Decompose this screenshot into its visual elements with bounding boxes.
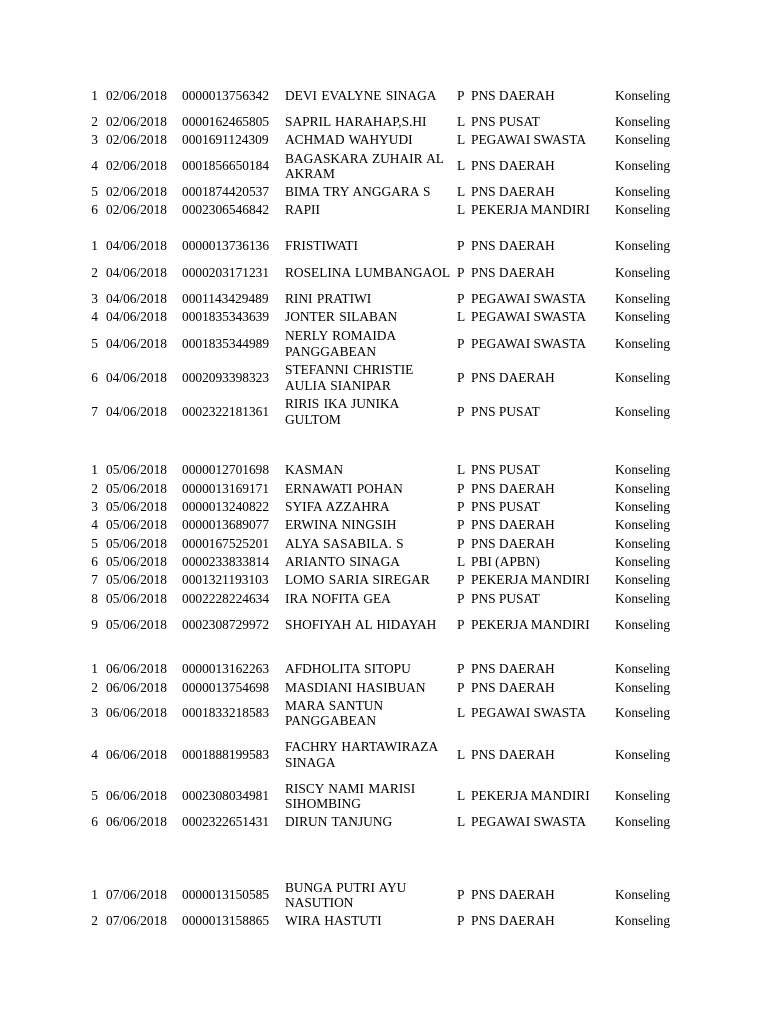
patient-sex: P [457,517,465,533]
visit-date: 04/06/2018 [106,369,168,385]
patient-name: ERNAWATI POHAN [285,480,403,496]
visit-date: 07/06/2018 [106,887,168,903]
service-type: Konseling [615,616,671,632]
table-row [0,553,768,570]
service-type: Konseling [615,517,671,533]
row-number: 1 [91,887,98,903]
member-category: PEKERJA MANDIRI [471,788,590,804]
service-type: Konseling [615,403,671,419]
service-type: Konseling [615,553,671,569]
member-category: PEKERJA MANDIRI [471,616,590,632]
visit-date: 02/06/2018 [106,88,168,104]
service-type: Konseling [615,661,671,677]
service-type: Konseling [615,913,671,929]
patient-name: ROSELINA LUMBANGAOL [285,264,451,280]
visit-date: 06/06/2018 [106,705,168,721]
patient-sex: L [457,462,466,478]
table-row [0,535,768,552]
patient-sex: L [457,813,466,829]
visit-date: 05/06/2018 [106,462,168,478]
member-id: 0000013240822 [182,498,270,514]
patient-name: RIRIS IKA JUNIKA GULTOM [285,396,399,427]
patient-name: SYIFA AZZAHRA [285,498,390,514]
service-type: Konseling [615,158,671,174]
patient-sex: P [457,616,465,632]
table-row [0,679,768,696]
member-id: 0001833218583 [182,705,270,721]
patient-name: ERWINA NINGSIH [285,517,397,533]
patient-sex: L [457,788,466,804]
member-category: PNS DAERAH [471,158,555,174]
row-number: 3 [91,498,98,514]
patient-name: RISCY NAMI MARISI SIHOMBING [285,780,416,811]
member-category: PNS DAERAH [471,183,555,199]
member-category: PNS DAERAH [471,679,555,695]
service-type: Konseling [615,679,671,695]
row-number: 4 [91,309,98,325]
member-category: PNS PUSAT [471,113,540,129]
row-number: 1 [91,88,98,104]
member-id: 0000162465805 [182,113,270,129]
member-id: 0002308034981 [182,788,270,804]
service-type: Konseling [615,238,671,254]
patient-name: LOMO SARIA SIREGAR [285,572,430,588]
row-number: 5 [91,788,98,804]
visit-date: 02/06/2018 [106,183,168,199]
patient-name: KASMAN [285,462,344,478]
table-row [0,813,768,830]
patient-sex: L [457,132,466,148]
service-type: Konseling [615,290,671,306]
row-number: 3 [91,705,98,721]
member-category: PNS PUSAT [471,462,540,478]
row-number: 2 [91,480,98,496]
member-category: PEGAWAI SWASTA [471,290,587,306]
row-number: 4 [91,746,98,762]
member-category: PEGAWAI SWASTA [471,132,587,148]
row-number: 6 [91,202,98,218]
patient-name: NERLY ROMAIDA PANGGABEAN [285,328,396,359]
visit-date: 05/06/2018 [106,480,168,496]
member-id: 0002308729972 [182,616,270,632]
patient-sex: L [457,183,466,199]
member-category: PNS DAERAH [471,517,555,533]
patient-name: ACHMAD WAHYUDI [285,132,413,148]
service-type: Konseling [615,887,671,903]
service-type: Konseling [615,813,671,829]
row-number: 5 [91,335,98,351]
patient-sex: P [457,661,465,677]
member-id: 0002322181361 [182,403,270,419]
service-type: Konseling [615,309,671,325]
patient-sex: L [457,553,466,569]
member-id: 0000012701698 [182,462,270,478]
member-category: PNS DAERAH [471,480,555,496]
patient-name: MARA SANTUN PANGGABEAN [285,697,384,728]
table-row [0,498,768,515]
visit-date: 04/06/2018 [106,290,168,306]
member-category: PNS DAERAH [471,887,555,903]
patient-name: BUNGA PUTRI AYU NASUTION [285,879,407,910]
row-number: 1 [91,462,98,478]
visit-date: 06/06/2018 [106,813,168,829]
patient-name: ALYA SASABILA. S [285,535,404,551]
table-row [0,571,768,589]
row-number: 9 [91,616,98,632]
row-number: 3 [91,290,98,306]
patient-sex: P [457,480,465,496]
table-row [0,608,768,641]
patient-sex: P [457,290,465,306]
table-row [0,480,768,497]
visit-date: 02/06/2018 [106,132,168,148]
visit-date: 05/06/2018 [106,498,168,514]
visit-date: 04/06/2018 [106,309,168,325]
row-number: 3 [91,132,98,148]
patient-sex: P [457,264,465,280]
member-id: 0000013736136 [182,238,270,254]
member-category: PNS DAERAH [471,535,555,551]
patient-sex: P [457,335,465,351]
visit-date: 05/06/2018 [106,572,168,588]
patient-sex: P [457,679,465,695]
table-row [0,256,768,289]
member-id: 0002322651431 [182,813,270,829]
visit-date: 06/06/2018 [106,679,168,695]
patient-name: WIRA HASTUTI [285,913,382,929]
service-type: Konseling [615,132,671,148]
table-row [0,780,768,812]
visit-date: 04/06/2018 [106,335,168,351]
table-row [0,290,768,307]
member-id: 0002306546842 [182,202,270,218]
member-category: PEKERJA MANDIRI [471,202,590,218]
service-type: Konseling [615,705,671,721]
member-category: PEGAWAI SWASTA [471,335,587,351]
service-type: Konseling [615,264,671,280]
row-number: 5 [91,183,98,199]
member-id: 0001691124309 [182,132,269,148]
member-id: 0001856650184 [182,158,270,174]
row-number: 8 [91,590,98,606]
row-number: 6 [91,813,98,829]
patient-sex: L [457,113,466,129]
visit-date: 02/06/2018 [106,158,168,174]
visit-date: 04/06/2018 [106,238,168,254]
patient-sex: L [457,746,466,762]
patient-sex: L [457,309,466,325]
member-id: 0000013754698 [182,679,270,695]
service-type: Konseling [615,746,671,762]
patient-name: MASDIANI HASIBUAN [285,679,426,695]
visit-date: 04/06/2018 [106,403,168,419]
member-id: 0000167525201 [182,535,270,551]
patient-name: BAGASKARA ZUHAIR AL AKRAM [285,150,444,181]
member-id: 0000013162263 [182,661,270,677]
member-id: 0002228224634 [182,590,270,606]
patient-name: SHOFIYAH AL HIDAYAH [285,616,437,632]
member-id: 0001835344989 [182,335,270,351]
table-row [0,395,768,428]
patient-sex: P [457,238,465,254]
row-number: 2 [91,679,98,695]
member-id: 0000013689077 [182,517,270,533]
patient-sex: P [457,403,465,419]
visit-date: 05/06/2018 [106,535,168,551]
visit-date: 05/06/2018 [106,553,168,569]
service-type: Konseling [615,480,671,496]
visit-date: 06/06/2018 [106,661,168,677]
row-number: 2 [91,264,98,280]
patient-sex: P [457,887,465,903]
member-category: PNS DAERAH [471,913,555,929]
table-row [0,879,768,911]
patient-name: JONTER SILABAN [285,309,398,325]
patient-name: RAPII [285,202,320,218]
member-id: 0001835343639 [182,309,270,325]
patient-name: ARIANTO SINAGA [285,553,400,569]
member-category: PNS DAERAH [471,88,555,104]
visit-date: 05/06/2018 [106,517,168,533]
member-category: PEGAWAI SWASTA [471,705,587,721]
member-category: PNS PUSAT [471,498,540,514]
service-type: Konseling [615,113,671,129]
member-category: PEGAWAI SWASTA [471,309,587,325]
row-number: 2 [91,113,98,129]
patient-name: BIMA TRY ANGGARA S [285,183,431,199]
table-row [0,150,768,182]
patient-name: DEVI EVALYNE SINAGA [285,88,437,104]
patient-name: FRISTIWATI [285,238,358,254]
member-id: 0000013169171 [182,480,270,496]
patient-name: IRA NOFITA GEA [285,590,391,606]
patient-sex: L [457,705,466,721]
patient-name: DIRUN TANJUNG [285,813,393,829]
row-number: 7 [91,572,98,588]
visit-date: 05/06/2018 [106,616,168,632]
row-number: 1 [91,661,98,677]
member-category: PNS PUSAT [471,590,540,606]
member-category: PNS DAERAH [471,746,555,762]
table-row [0,516,768,534]
member-id: 0001888199583 [182,746,270,762]
table-row [0,183,768,200]
member-id: 0000233833814 [182,553,270,569]
member-category: PNS DAERAH [471,264,555,280]
member-category: PNS DAERAH [471,661,555,677]
visit-date: 04/06/2018 [106,264,168,280]
row-number: 5 [91,535,98,551]
member-category: PEKERJA MANDIRI [471,572,590,588]
member-id: 0002093398323 [182,369,270,385]
member-id: 0001874420537 [182,183,270,199]
service-type: Konseling [615,535,671,551]
service-type: Konseling [615,335,671,351]
row-number: 6 [91,553,98,569]
visit-date: 02/06/2018 [106,113,168,129]
visit-date: 07/06/2018 [106,913,168,929]
row-number: 7 [91,403,98,419]
service-type: Konseling [615,590,671,606]
member-id: 0000013158865 [182,913,270,929]
patient-name: RINI PRATIWI [285,290,372,306]
service-type: Konseling [615,202,671,218]
table-row [0,80,768,112]
patient-sex: L [457,202,466,218]
patient-sex: P [457,913,465,929]
table-row [0,201,768,219]
row-number: 1 [91,238,98,254]
visit-date: 06/06/2018 [106,746,168,762]
row-number: 4 [91,517,98,533]
table-row [0,461,768,479]
visit-date: 06/06/2018 [106,788,168,804]
service-type: Konseling [615,183,671,199]
service-type: Konseling [615,369,671,385]
patient-sex: L [457,158,466,174]
service-type: Konseling [615,88,671,104]
patient-name: SAPRIL HARAHAP,S.HI [285,113,427,129]
table-row [0,697,768,729]
table-row [0,730,768,779]
table-row [0,308,768,326]
member-id: 0000013150585 [182,887,270,903]
table-row [0,131,768,149]
patient-sex: P [457,498,465,514]
patient-sex: P [457,88,465,104]
patient-name: FACHRY HARTAWIRAZA SINAGA [285,739,438,770]
patient-sex: P [457,369,465,385]
service-type: Konseling [615,498,671,514]
table-row [0,327,768,360]
table-row [0,361,768,394]
row-number: 6 [91,369,98,385]
table-row [0,660,768,678]
member-category: PNS PUSAT [471,403,540,419]
member-category: PNS DAERAH [471,369,555,385]
service-type: Konseling [615,572,671,588]
member-category: PNS DAERAH [471,238,555,254]
member-id: 0001143429489 [182,290,269,306]
table-row [0,590,768,607]
row-number: 2 [91,913,98,929]
member-id: 0001321193103 [182,572,269,588]
table-row [0,113,768,130]
patient-sex: P [457,590,465,606]
member-id: 0000013756342 [182,88,270,104]
row-number: 4 [91,158,98,174]
service-type: Konseling [615,462,671,478]
member-category: PBI (APBN) [471,553,540,569]
member-category: PEGAWAI SWASTA [471,813,587,829]
table-row [0,912,768,930]
patient-sex: P [457,572,465,588]
table-row [0,237,768,255]
patient-name: STEFANNI CHRISTIE AULIA SIANIPAR [285,362,414,393]
visit-date: 05/06/2018 [106,590,168,606]
member-id: 0000203171231 [182,264,270,280]
visit-date: 02/06/2018 [106,202,168,218]
patient-name: AFDHOLITA SITOPU [285,661,411,677]
service-type: Konseling [615,788,671,804]
patient-sex: P [457,535,465,551]
